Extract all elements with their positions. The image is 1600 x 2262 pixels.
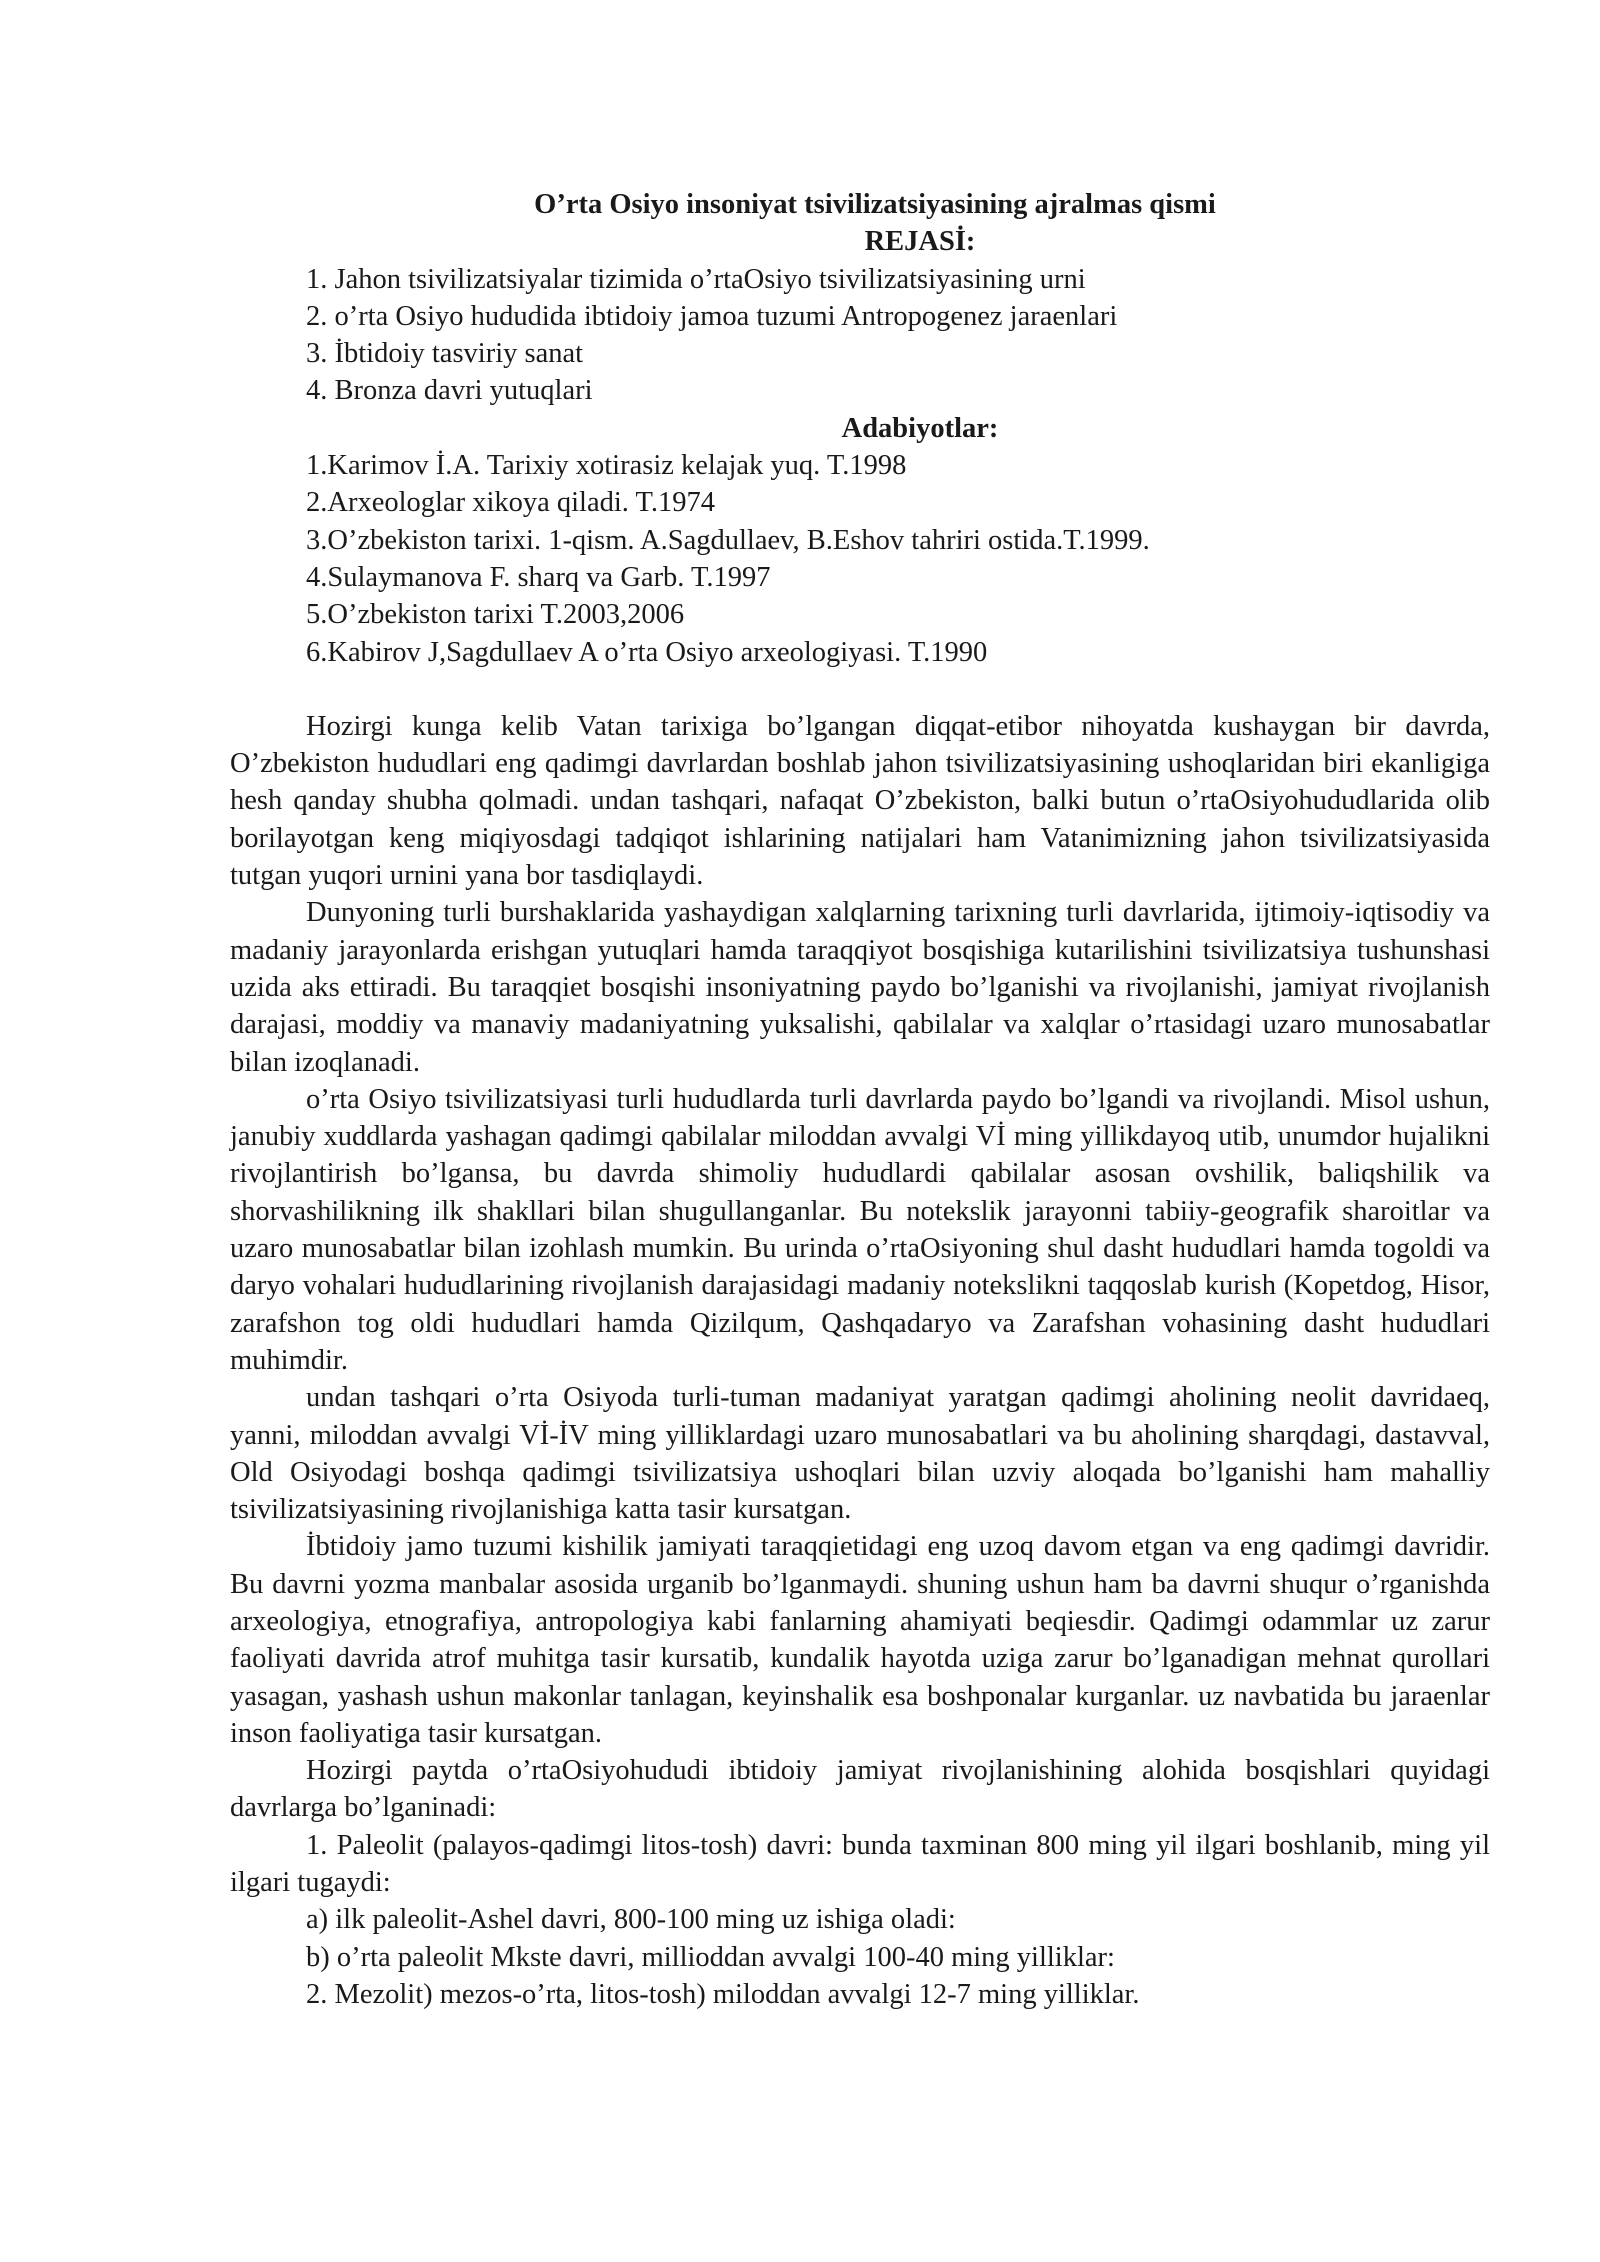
plan-heading: REJASİ: — [864, 226, 976, 258]
period-item: 2. Mezolit) mezos-o’rta, litos-tosh) miloddan avvalgi 12-7 ming yilliklar. — [306, 1978, 1140, 2010]
body-paragraph: undan tashqari o’rta Osiyoda turli-tuman madaniyat yaratgan qadimgi aholining neolit davridaeq, yanni, miloddan avvalgi Vİ-İV ming yilliklardagi uzaro munosabatlari va bu aholining sharqdagi, dastavval, Old Osiyodagi boshqa qadimgi tsivilizatsiya ushoqlari bilan uzviy aloqada bo’lganishi ham mahalliy tsivilizatsiyasining rivojlanishiga katta tasir kursatgan. — [230, 1382, 1490, 1526]
plan-list — [230, 261, 1490, 410]
literature-item: 2.Arxeologlar xikoya qiladi. T.1974 — [306, 487, 715, 519]
plan-item: 1. Jahon tsivilizatsiyalar tizimida o’rtaOsiyo tsivilizatsiyasining urni — [306, 263, 1086, 295]
literature-heading: Adabiyotlar: — [841, 412, 999, 444]
body-paragraph: 1. Paleolit (palayos-qadimgi litos-tosh) davri: bunda taxminan 800 ming yil ilgari boshlanib, ming yil ilgari tugaydi: — [230, 1829, 1490, 1899]
body-paragraph: İbtidoiy jamo tuzumi kishilik jamiyati taraqqietidagi eng uzoq davom etgan va eng qadimgi davridir. Bu davrni yozma manbalar asosida urganib bo’lganmaydi. shuning ushun ham ba davrni shuqur o’rganishda arxeologiya, etnografiya, antropologiya kabi fanlarning ahamiyati beqiesdir. Qadimgi odammlar uz zarur faoliyati davrida atrof muhitga tasir kursatib, kundalik hayotda uziga zarur bo’lganadigan mehnat qurollari yasagan, yashash ushun makonlar tanlagan, keyinshalik esa boshponalar kurganlar. uz navbatida bu jaraenlar inson faoliyatiga tasir kursatgan. — [230, 1531, 1490, 1749]
body-paragraph: Hozirgi kunga kelib Vatan tarixiga bo’lgangan diqqat-etibor nihoyatda kushaygan bir davrda, O’zbekiston hududlari eng qadimgi davrlardan boshlab jahon tsivilizatsiyasining ushoqlaridan biri ekanligiga hesh qanday shubha qolmadi. undan tashqari, nafaqat O’zbekiston, balki butun o’rtaOsiyohududlarida olib borilayotgan keng miqiyosdagi tadqiqot ishlarining natijalari ham Vatanimizning jahon tsivilizatsiyasida tutgan yuqori urnini yana bor tasdiqlaydi. — [230, 710, 1490, 892]
plan-item: 2. o’rta Osiyo hududida ibtidoiy jamoa tuzumi Antropogenez jaraenlari — [306, 300, 1118, 332]
literature-item: 6.Kabirov J,Sagdullaev A o’rta Osiyo arxeologiyasi. T.1990 — [306, 636, 988, 668]
document-title: O’rta Osiyo insoniyat tsivilizatsiyasining ajralmas qismi — [534, 189, 1216, 220]
literature-item: 3.O’zbekiston tarixi. 1-qism. A.Sagdullaev, B.Eshov tahriri ostida.T.1999. — [306, 524, 1150, 556]
body-paragraph: Dunyoning turli burshaklarida yashaydigan xalqlarning tarixning turli davrlarida, ijtimoiy-iqtisodiy va madaniy jarayonlarda erishgan yutuqlari hamda taraqqiyot bosqishiga kutarilishini tsivilizatsiya tushunshasi uzida aks ettiradi. Bu taraqqiet bosqishi insoniyatning paydo bo’lganishi va rivojlanishi, jamiyat rivojlanish darajasi, moddiy va manaviy madaniyatning yuksalishi, qabilalar va xalqlar o’rtasidagi uzaro munosabatlar bilan izoqlanadi. — [230, 897, 1490, 1078]
literature-item: 4.Sulaymanova F. sharq va Garb. T.1997 — [306, 561, 771, 593]
spacer — [230, 671, 1490, 708]
period-item: b) o’rta paleolit Mkste davri, millioddan avvalgi 100-40 ming yilliklar: — [306, 1941, 1115, 1973]
literature-item: 1.Karimov İ.A. Tarixiy xotirasiz kelajak yuq. T.1998 — [306, 450, 907, 482]
body-paragraph: Hozirgi paytda o’rtaOsiyohududi ibtidoiy jamiyat rivojlanishining alohida bosqishlari quyidagi davrlarga bo’lganinadi: — [230, 1755, 1490, 1824]
literature-list — [230, 447, 1490, 671]
period-item: a) ilk paleolit-Ashel davri, 800-100 ming uz ishiga oladi: — [306, 1904, 956, 1936]
literature-item: 5.O’zbekiston tarixi T.2003,2006 — [306, 599, 685, 631]
body-paragraph: o’rta Osiyo tsivilizatsiyasi turli hududlarda turli davrlarda paydo bo’lgandi va rivojlandi. Misol ushun, janubiy xuddlarda yashagan qadimgi qabilalar miloddan avvalgi Vİ ming yillikdayoq utib, unumdor hujalikni rivojlantirish bo’lgansa, bu davrda shimoliy hududlardi qabilalar asosan ovshilik, baliqshilik va shorvashilikning ilk shakllari bilan shugullanganlar. Bu notekslik jarayonni tabiiy-geografik sharoitlar va uzaro munosabatlar bilan izohlash mumkin. Bu urinda o’rtaOsiyoning shul dasht hududlari hamda togoldi va daryo vohalari hududlarining rivojlanish darajasidagi madaniy notekslikni taqqoslab kurish (Kopetdog, Hisor, zarafshon tog oldi hududlari hamda Qizilqum, Qashqadaryo va Zarafshan vohasining dasht hududlari muhimdir. — [230, 1083, 1490, 1376]
plan-item: 3. İbtidoiy tasviriy sanat — [306, 338, 584, 370]
plan-item: 4. Bronza davri yutuqlari — [306, 375, 593, 407]
document-page — [230, 186, 1490, 2013]
